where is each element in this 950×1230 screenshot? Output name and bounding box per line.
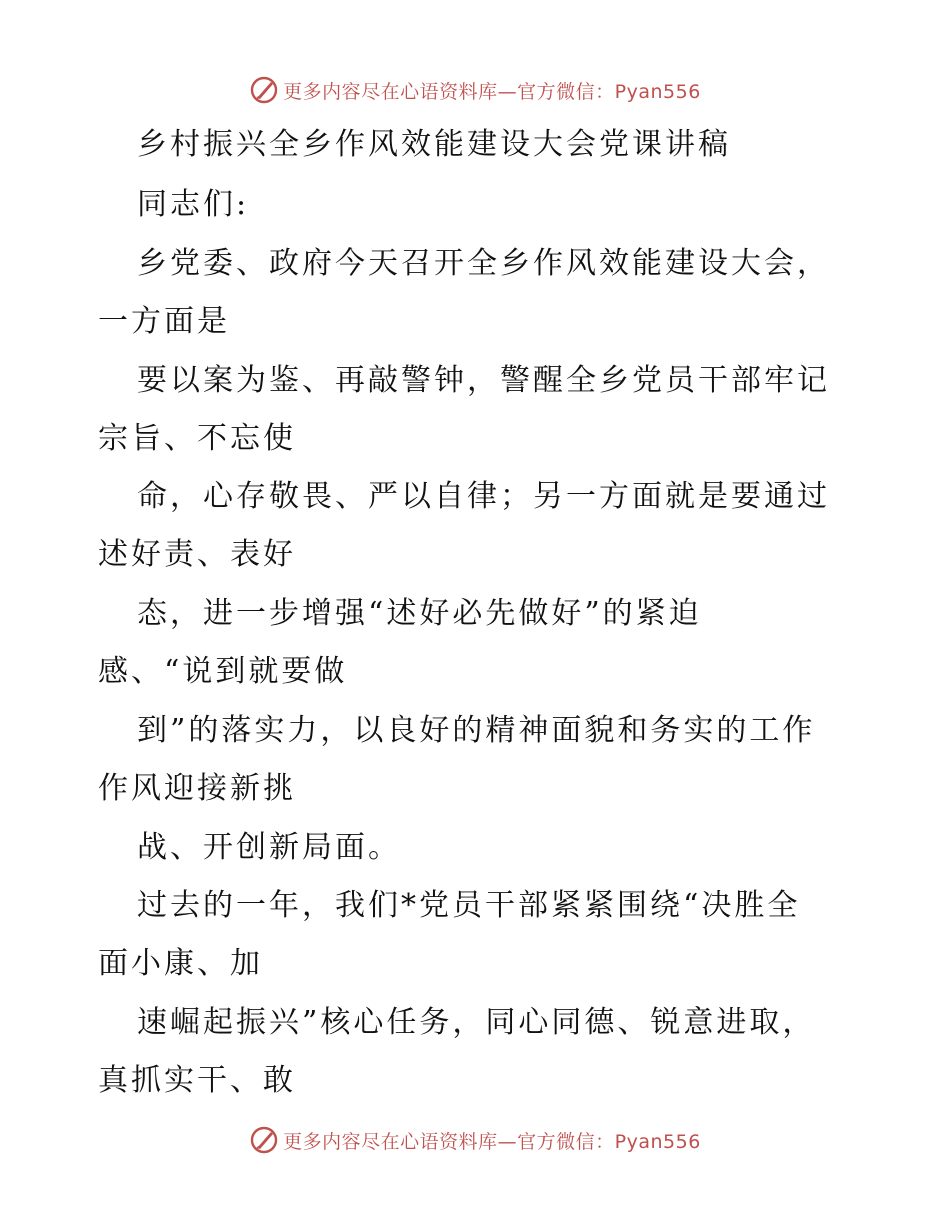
header-watermark (0, 70, 950, 110)
text-line: 一方面是 (98, 304, 230, 339)
text-line: 述好责、表好 (98, 537, 296, 572)
footer-watermark (0, 1120, 950, 1160)
text-line: 过去的一年，我们*党员干部紧紧围绕“决胜全 (137, 888, 801, 923)
text-line: 作风迎接新挑 (98, 771, 296, 806)
watermark-text: 更多内容尽在心语资料库—官方微信：Pyan556 (283, 1130, 701, 1153)
text-line: 乡党委、政府今天召开全乡作风效能建设大会， (137, 246, 830, 281)
text-line: 战、开创新局面。 (137, 830, 401, 865)
document-title: 乡村振兴全乡作风效能建设大会党课讲稿 (137, 127, 731, 162)
text-line: 真抓实干、敢 (98, 1063, 296, 1098)
text-line: 面小康、加 (98, 946, 263, 981)
watermark-text: 更多内容尽在心语资料库—官方微信：Pyan556 (283, 80, 701, 103)
text-line: 感、“说到就要做 (98, 654, 348, 689)
text-line: 要以案为鉴、再敲警钟，警醒全乡党员干部牢记 (137, 363, 830, 398)
text-line: 宗旨、不忘使 (98, 421, 296, 456)
text-line: 到”的落实力，以良好的精神面貌和务实的工作 (137, 713, 816, 748)
text-line: 态，进一步增强“述好必先做好”的紧迫 (137, 596, 702, 631)
quill-pen-circle-icon (249, 75, 279, 105)
text-line: 命，心存敬畏、严以自律；另一方面就是要通过 (137, 479, 830, 514)
quill-pen-circle-icon (249, 1125, 279, 1155)
text-line: 同志们: (137, 187, 250, 222)
text-line: 速崛起振兴”核心任务，同心同德、锐意进取， (137, 1005, 816, 1040)
